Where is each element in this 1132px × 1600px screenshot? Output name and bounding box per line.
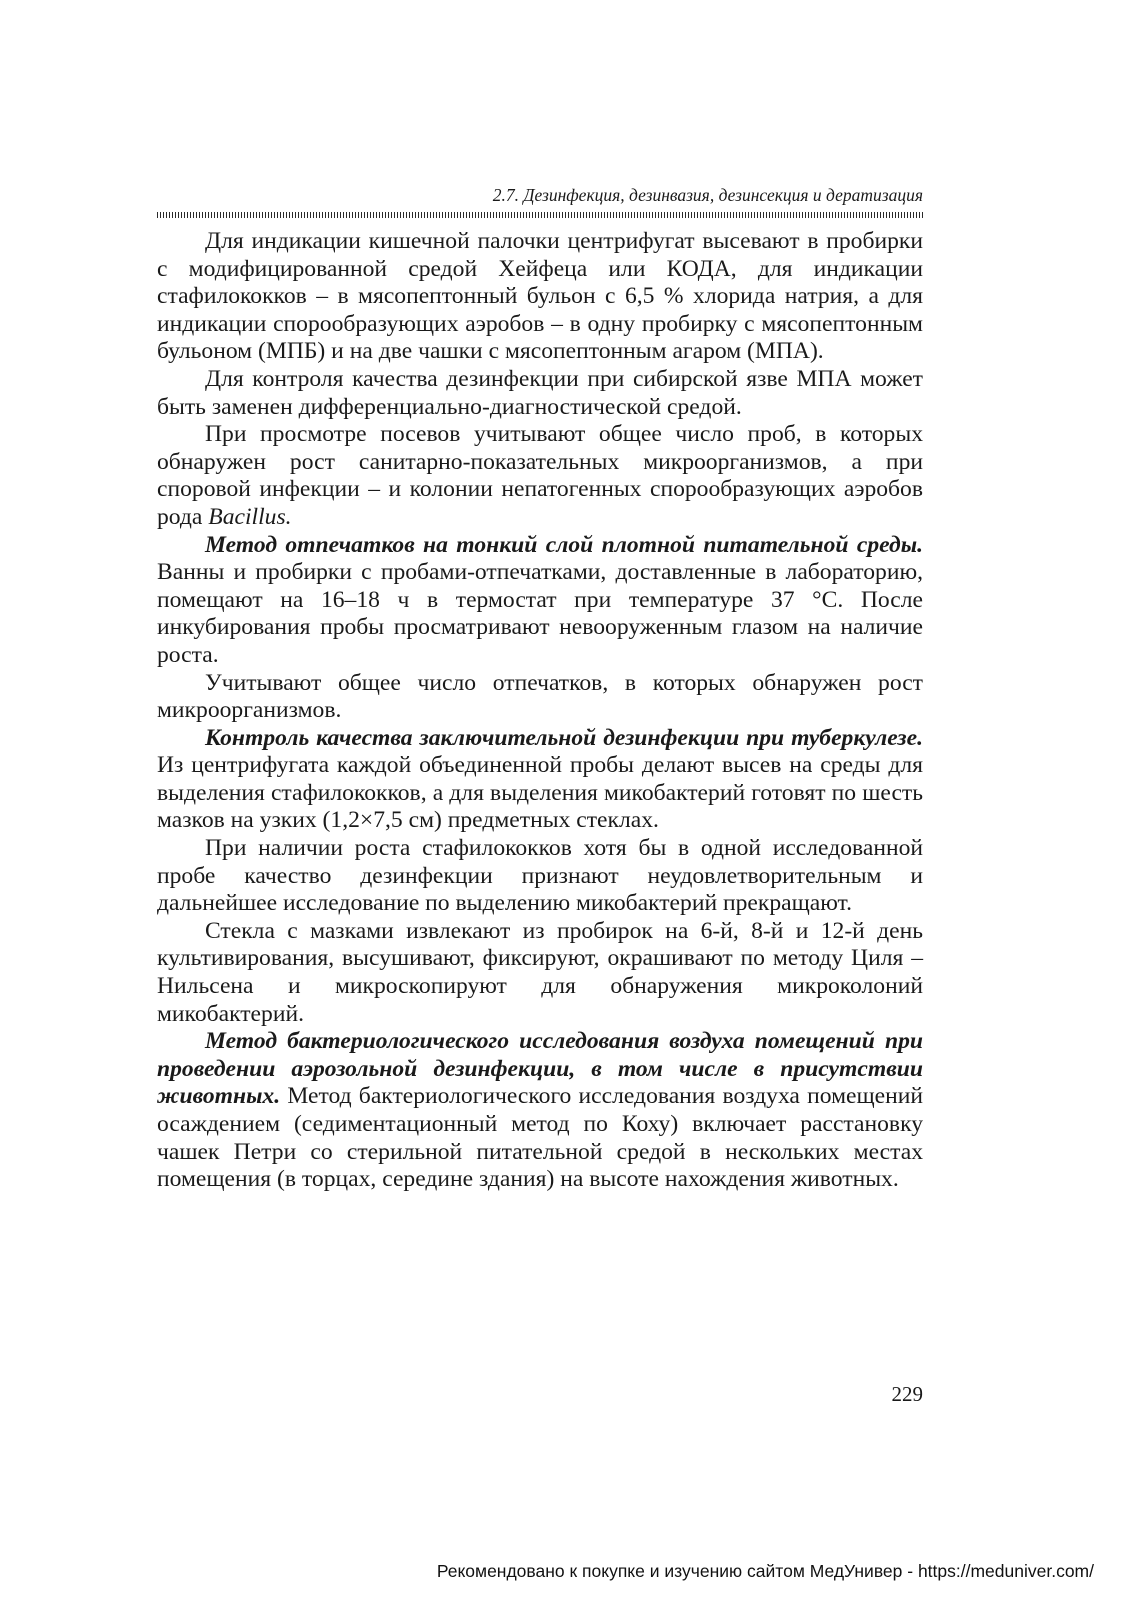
paragraph-text: Для индикации кишечной палочки центрифугат высевают в пробирки с модифицированной средой Хейфеца или КОДА, для индикации стафилококков – в мясопептонный бульон с 6,5 % хлорида натрия, а для индикации спорообразующих аэробов – в одну пробирку с мясопептонным бульоном (МПБ) и на две чашки с мясопептонным агаром (МПА). — [157, 228, 923, 365]
paragraph-text: Метод бактериологического исследования воздуха помещений осаждением (седиментационный метод по Коху) включает расстановку чашек Петри со стерильной питательной средой в нескольких местах помещения (в торцах, середине здания) на высоте нахождения животных. — [157, 1083, 923, 1193]
paragraph — [157, 421, 923, 531]
paragraph — [157, 532, 923, 670]
section-lead-heading: Метод бактериологического исследования воздуха помещений при проведении аэрозольной дезинфекции, в том числе в присутствии животных. — [157, 1028, 923, 1110]
section-lead-heading: Метод отпечатков на тонкий слой плотной питательной среды. — [205, 531, 923, 558]
paragraph-text: Из центрифугата каждой объединенной пробы делают высев на среды для выделения стафилококков, а для выделения микобактерий готовят по шесть мазков на узких (1,2×7,5 см) предметных стеклах. — [157, 752, 923, 834]
paragraph — [157, 366, 923, 421]
paragraph-text: Учитывают общее число отпечатков, в которых обнаружен рост микроорганизмов. — [157, 669, 923, 724]
paragraph — [157, 725, 923, 835]
running-head: 2.7. Дезинфекция, дезинвазия, дезинсекция и дератизация — [492, 185, 923, 205]
paragraph-text: При просмотре посевов учитывают общее число проб, в которых обнаружен рост санитарно-показательных микроорганизмов, а при споровой инфекции – и колонии непатогенных спорообразующих аэробов рода — [157, 421, 923, 530]
header-rule — [157, 212, 923, 218]
watermark-link[interactable]: Рекомендовано к покупке и изучению сайтом МедУнивер - https://meduniver.com/ — [436, 1561, 1094, 1581]
paragraph — [157, 1028, 923, 1194]
paragraph — [157, 918, 923, 1028]
body-text — [157, 228, 923, 1194]
paragraph — [157, 835, 923, 918]
section-lead-heading: Контроль качества заключительной дезинфекции при туберкулезе. — [205, 724, 923, 751]
paragraph-text: Стекла с мазками извлекают из пробирок на 6-й, 8-й и 12-й день культивирования, высушивают, фиксируют, окрашивают по методу Циля – Нильсена и микроскопируют для обнаружения микроколоний микобактерий. — [157, 917, 923, 1027]
paragraph — [157, 228, 923, 366]
paragraph-text: Для контроля качества дезинфекции при сибирской язве МПА может быть заменен дифференциально-диагностической средой. — [157, 365, 923, 420]
paragraph-text: При наличии роста стафилококков хотя бы в одной исследованной пробе качество дезинфекции признают неудовлетворительным и дальнейшее исследование по выделению микобактерий прекращают. — [157, 835, 923, 917]
latin-term: Bacillus. — [208, 503, 292, 530]
paragraph-text: Ванны и пробирки с пробами-отпечатками, доставленные в лабораторию, помещают на 16–18 ч в термостат при температуре 37 °С. После инкубирования пробы просматривают невооруженным глазом на наличие роста. — [157, 559, 923, 668]
page-number: 229 — [891, 1382, 923, 1406]
paragraph — [157, 670, 923, 725]
